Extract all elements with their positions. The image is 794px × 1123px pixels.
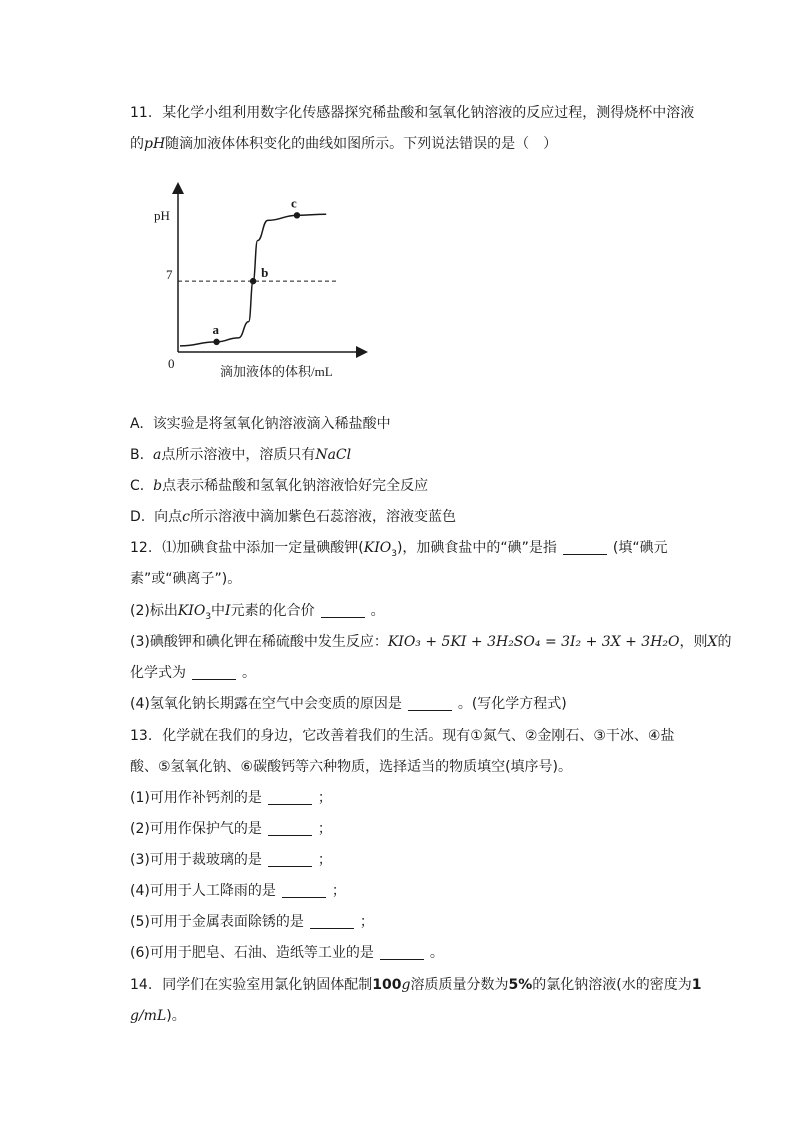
q11-ph: pH <box>144 136 166 152</box>
q11-line1 <box>130 103 694 123</box>
q12-p1c: (填“碘元 <box>612 540 668 556</box>
q13-item-4 <box>130 881 346 901</box>
q13-item-end: 。 <box>429 945 444 961</box>
option-c-text: 点表示稀盐酸和氢氧化钠溶液恰好完全反应 <box>162 478 429 494</box>
q13-item-text: (6)可用于肥皂、石油、造纸等工业的是 <box>130 945 374 961</box>
q14-percent: 5% <box>508 977 533 993</box>
q12-p2-sub: 3 <box>205 611 212 622</box>
q13-item-end: ； <box>331 883 346 899</box>
q12-p3-equation: KIO₃ + 5KI + 3H₂SO₄ = 3I₂ + 3X + 3H₂O <box>387 634 680 650</box>
q11-text2b: 随滴加液体体积变化的曲线如图所示。下列说法错误的是（ ） <box>165 136 558 152</box>
q12-p1a: ⑴加碘食盐中添加一定量碘酸钾( <box>162 540 364 556</box>
q11-line2 <box>130 134 557 154</box>
option-a-text: 该实验是将氢氧化钠溶液滴入稀盐酸中 <box>152 416 391 432</box>
q12-number: 12. <box>130 540 153 556</box>
x-axis-label: 滴加液体的体积/mL <box>220 364 333 379</box>
q13-item-3 <box>130 850 332 870</box>
q11-option-a <box>130 414 391 434</box>
q12-p3-line2: 化学式为 <box>130 665 186 681</box>
point-c <box>294 212 300 218</box>
q13-item-text: (4)可用于人工降雨的是 <box>130 883 276 899</box>
q13-item-2 <box>130 819 332 839</box>
answer-blank[interactable] <box>282 883 326 898</box>
q12-p2c: 元素的化合价 <box>230 603 315 619</box>
q14-line1 <box>130 975 701 995</box>
option-c-letter: C. <box>130 478 145 494</box>
q14-density-unit: g/mL <box>130 1008 167 1024</box>
q13-item-5 <box>130 912 374 932</box>
q13-item-text: (3)可用于裁玻璃的是 <box>130 852 262 868</box>
option-b-var: a <box>152 447 162 463</box>
q12-part3 <box>130 632 731 652</box>
q12-p1b: )，加碘食盐中的“碘”是指 <box>396 540 557 556</box>
point-a <box>213 339 219 345</box>
ph-curve-chart <box>150 180 370 380</box>
point-b <box>250 278 256 284</box>
point-label-a: a <box>212 321 220 337</box>
origin-label: 0 <box>168 356 175 371</box>
q13-item-text: (5)可用于金属表面除锈的是 <box>130 914 304 930</box>
option-b-letter: B. <box>130 447 145 463</box>
q12-p3-var: X <box>707 634 718 650</box>
q13-item-end: ； <box>359 914 374 930</box>
y-axis-label: pH <box>154 208 170 223</box>
q13-text2: 酸、⑤氢氧化钠、⑥碳酸钙等六种物质，选择适当的物质填空(填序号)。 <box>130 759 573 775</box>
option-a-letter: A. <box>130 416 144 432</box>
q12-p3-end: 。 <box>242 665 256 681</box>
q13-item-end: ； <box>317 852 332 868</box>
point-label-b: b <box>261 265 269 281</box>
q12-p4a: (4)氢氧化钠长期露在空气中会变质的原因是 <box>130 696 402 712</box>
q11-option-b <box>130 445 351 465</box>
option-d-text: 所示溶液中滴加紫色石蕊溶液，溶液变蓝色 <box>189 509 456 525</box>
q13-line2 <box>130 757 572 777</box>
q13-item-1 <box>130 788 332 808</box>
q12-part3-line2 <box>130 663 256 683</box>
answer-blank[interactable] <box>380 945 424 960</box>
q11-text2a: 的 <box>130 136 144 152</box>
q13-number: 13. <box>130 728 153 744</box>
q11-option-c <box>130 476 428 496</box>
answer-blank[interactable] <box>268 821 312 836</box>
q12-p3a: (3)碘酸钾和碘化钾在稀硫酸中发生反应： <box>130 634 388 650</box>
answer-blank[interactable] <box>310 914 354 929</box>
q12-p4b: 。(写化学方程式) <box>457 696 567 712</box>
option-c-var: b <box>153 478 163 494</box>
answer-blank[interactable] <box>321 603 365 618</box>
q12-line1 <box>130 538 668 564</box>
q12-p2a: (2)标出 <box>130 603 178 619</box>
q12-line2 <box>130 569 241 589</box>
option-d-pre: 向点 <box>154 509 183 525</box>
q14-line2 <box>130 1006 186 1026</box>
q14-amount: 100 <box>372 977 402 993</box>
q13-item-6 <box>130 943 444 963</box>
q14-text1a: 同学们在实验室用氯化钠固体配制 <box>162 977 373 993</box>
q13-line1 <box>130 726 674 746</box>
ref-line-label: 7 <box>166 267 173 282</box>
q13-item-text: (2)可用作保护气的是 <box>130 821 262 837</box>
q12-p2b: 中 <box>211 603 226 619</box>
q12-p1-formula: KIO <box>363 540 392 556</box>
q13-item-text: (1)可用作补钙剂的是 <box>130 790 262 806</box>
option-b-text: 点所示溶液中，溶质只有 <box>161 447 316 463</box>
option-d-var: c <box>182 509 190 525</box>
q12-p1-line2: 素”或“碘离子”)。 <box>130 571 242 587</box>
q12-p3c: 的 <box>717 634 732 650</box>
q13-item-end: ； <box>317 821 332 837</box>
q12-part4 <box>130 694 567 714</box>
q12-p2-formula: KIO <box>177 603 206 619</box>
answer-blank[interactable] <box>268 790 312 805</box>
q14-unit: g <box>401 977 411 993</box>
q11-option-d <box>130 507 456 527</box>
answer-blank[interactable] <box>408 696 452 711</box>
q12-p2-var: I <box>225 603 231 619</box>
answer-blank[interactable] <box>192 665 236 680</box>
answer-blank[interactable] <box>268 852 312 867</box>
q12-p2-end: 。 <box>370 603 385 619</box>
q14-text1b: 溶质质量分数为 <box>410 977 509 993</box>
option-d-letter: D. <box>130 509 146 525</box>
q12-p3b: ，则 <box>679 634 708 650</box>
q12-part2 <box>130 601 385 627</box>
q13-text1: 化学就在我们的身边，它改善着我们的生活。现有①氮气、②金刚石、③干冰、④盐 <box>162 728 675 744</box>
answer-blank[interactable] <box>563 540 607 555</box>
q14-density: 1 <box>691 977 702 993</box>
q11-text1: 某化学小组利用数字化传感器探究稀盐酸和氢氧化钠溶液的反应过程，测得烧杯中溶液 <box>162 105 695 121</box>
q14-text1c: 的氯化钠溶液(水的密度为 <box>532 977 692 993</box>
point-label-c: c <box>290 195 297 211</box>
q14-end: )。 <box>166 1008 186 1024</box>
q13-item-end: ； <box>317 790 332 806</box>
option-b-formula: NaCl <box>315 447 352 463</box>
q14-number: 14. <box>130 977 153 993</box>
q12-p1-sub: 3 <box>391 548 397 559</box>
q11-number: 11. <box>130 105 153 121</box>
